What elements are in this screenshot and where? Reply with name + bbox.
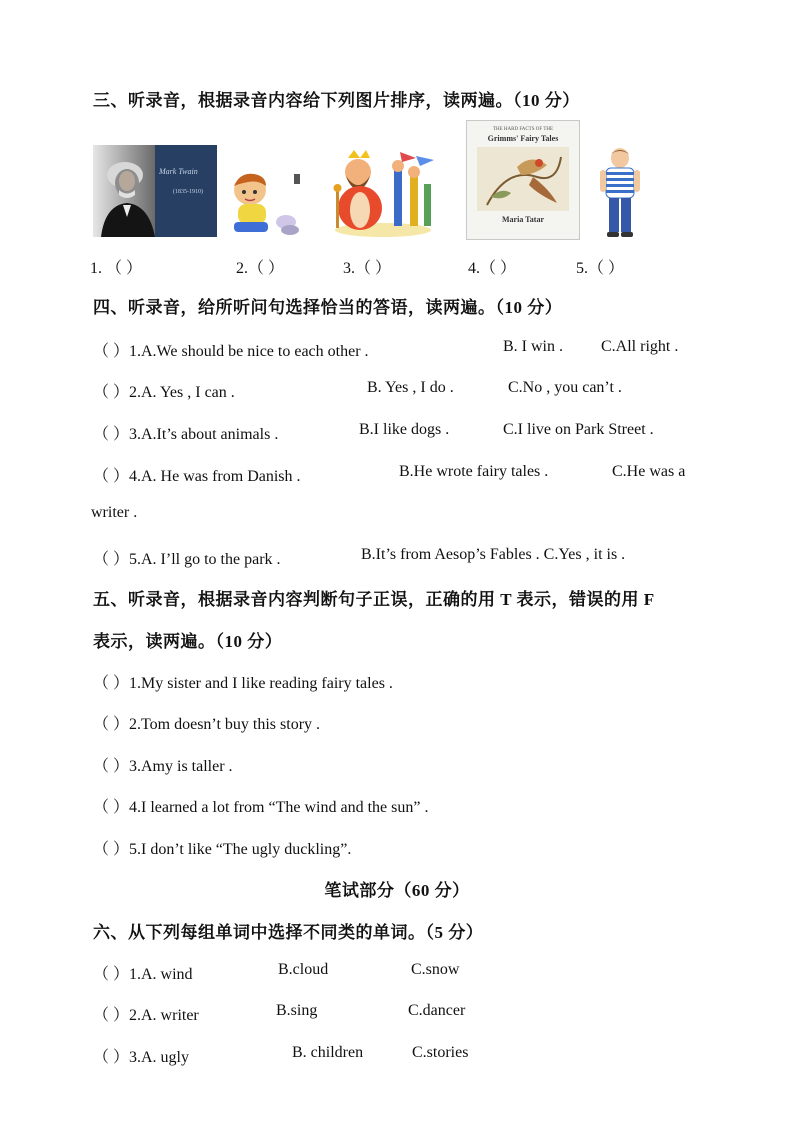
section6-heading: 六、从下列每组单词中选择不同类的单词。（5 分） [93, 923, 484, 942]
picture-label-2: 2.（ ） [236, 260, 285, 277]
section4-item-3-c: C.I live on Park Street . [503, 421, 654, 438]
book-title: Grimms' Fairy Tales [487, 134, 559, 143]
section5-item-4: （ ）4.I learned a lot from “The wind and the sun” . [93, 799, 429, 816]
section4-item-2-c: C.No , you can’t . [508, 379, 622, 396]
section5-heading-line2: 表示，读两遍。（10 分） [93, 632, 283, 651]
section4-item-3-b: B.I like dogs . [359, 421, 450, 438]
picture-label-3: 3.（ ） [343, 260, 392, 277]
mark-twain-caption: Mark Twain [159, 167, 198, 176]
section6-item-3-b: B. children [292, 1044, 364, 1061]
section4-heading: 四、听录音，给所听问句选择恰当的答语，读两遍。（10 分） [93, 298, 563, 317]
mark-twain-years: (1835-1910) [173, 189, 203, 195]
section4-item-2-b: B. Yes , I do . [367, 379, 454, 396]
section6-item-3-a: （ ）3.A. ugly [93, 1049, 190, 1066]
section5-item-5: （ ）5.I don’t like “The ugly duckling”. [93, 841, 352, 858]
section6-item-3-c: C.stories [412, 1044, 469, 1061]
picture-emperor-parade [330, 150, 436, 238]
section5-item-1: （ ）1.My sister and I like reading fairy tales . [93, 675, 393, 692]
picture-boy-striped-shirt [598, 146, 642, 238]
picture-grimms-book [466, 120, 580, 240]
book-author: Maria Tatar [502, 215, 544, 224]
written-section-title: 笔试部分（60 分） [324, 881, 470, 900]
section6-item-1-b: B.cloud [278, 961, 329, 978]
picture-kids-playing [228, 170, 300, 238]
section4-item-1-c: C.All right . [601, 338, 679, 355]
section6-item-2-b: B.sing [276, 1002, 318, 1019]
picture-label-5: 5.（ ） [576, 260, 625, 277]
section3-heading: 三、听录音，根据录音内容给下列图片排序，读两遍。（10 分） [93, 91, 580, 110]
picture-label-4: 4.（ ） [468, 260, 517, 277]
section4-item-4-continuation: writer . [91, 504, 138, 521]
book-top-line: THE HARD FACTS OF THE [492, 127, 554, 132]
picture-mark-twain [93, 145, 217, 237]
section6-item-1-c: C.snow [411, 961, 460, 978]
section4-item-1-a: （ ）1.A.We should be nice to each other . [93, 343, 369, 360]
section4-item-4-b: B.He wrote fairy tales . [399, 463, 549, 480]
section5-item-3: （ ）3.Amy is taller . [93, 758, 233, 775]
section4-item-4-a: （ ）4.A. He was from Danish . [93, 468, 301, 485]
section6-item-2-a: （ ）2.A. writer [93, 1007, 199, 1024]
section4-item-5-a: （ ）5.A. I’ll go to the park . [93, 551, 281, 568]
section6-item-1-a: （ ）1.A. wind [93, 966, 193, 983]
section4-item-2-a: （ ）2.A. Yes , I can . [93, 384, 235, 401]
section6-item-2-c: C.dancer [408, 1002, 466, 1019]
section4-item-1-b: B. I win . [503, 338, 563, 355]
section4-item-4-c: C.He was a [612, 463, 686, 480]
section5-item-2: （ ）2.Tom doesn’t buy this story . [93, 716, 321, 733]
section4-item-5-b: B.It’s from Aesop’s Fables . C.Yes , it is . [361, 546, 626, 563]
picture-label-1: 1. （ ） [90, 260, 143, 277]
section5-heading-line1: 五、听录音，根据录音内容判断句子正误，正确的用 T 表示，错误的用 F [93, 590, 655, 609]
section4-item-3-a: （ ）3.A.It’s about animals . [93, 426, 279, 443]
